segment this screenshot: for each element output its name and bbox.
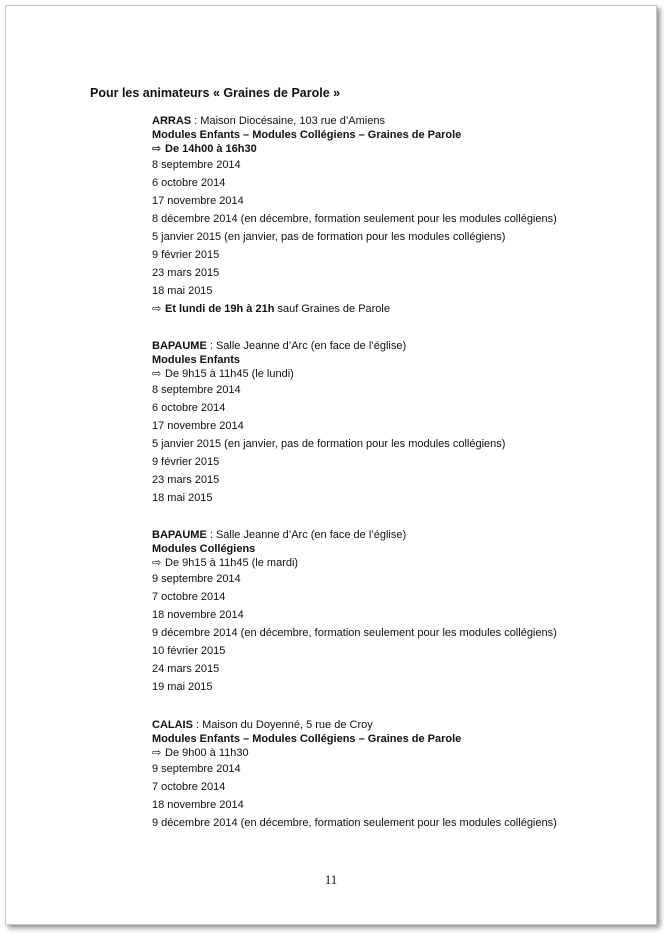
date-item: 7 octobre 2014: [152, 781, 226, 793]
location-address: Salle Jeanne d’Arc (en face de l’église): [215, 529, 407, 541]
modules-line: Modules Enfants: [152, 354, 241, 366]
location-line: BAPAUME : Salle Jeanne d’Arc (en face de l’église): [152, 529, 407, 541]
schedule-section-bapaume-collegiens: [152, 528, 622, 696]
schedule-section-bapaume-enfants: [152, 339, 622, 507]
location-line: BAPAUME : Salle Jeanne d’Arc (en face de l’église): [152, 340, 407, 352]
time-line: ⇨ De 9h15 à 11h45 (le mardi): [152, 557, 299, 569]
location-name: ARRAS: [152, 115, 192, 127]
date-item: 9 septembre 2014: [152, 573, 241, 585]
location-address: Maison Diocésaine, 103 rue d’Amiens: [200, 115, 385, 127]
location-name: BAPAUME: [152, 529, 207, 541]
location-name: CALAIS: [152, 719, 193, 731]
page-heading: Pour les animateurs « Graines de Parole »: [90, 86, 341, 100]
document-page: [5, 5, 657, 925]
schedule-section-arras: [152, 114, 622, 318]
schedule-section-calais: [152, 718, 622, 832]
date-item: 5 janvier 2015 (en janvier, pas de formation pour les modules collégiens): [152, 231, 506, 243]
date-item: 17 novembre 2014: [152, 420, 244, 432]
arrow-right-icon: ⇨: [152, 557, 162, 569]
date-item: 6 octobre 2014: [152, 402, 226, 414]
date-item: 17 novembre 2014: [152, 195, 244, 207]
date-item: 9 février 2015: [152, 249, 220, 261]
date-item: 9 février 2015: [152, 456, 220, 468]
arrow-right-icon: ⇨: [152, 747, 162, 759]
modules-line: Modules Enfants – Modules Collégiens – Graines de Parole: [152, 733, 462, 745]
location-line: ARRAS : Maison Diocésaine, 103 rue d’Amiens: [152, 115, 385, 127]
time-line: ⇨ De 9h15 à 11h45 (le lundi): [152, 368, 294, 380]
date-item: 8 septembre 2014: [152, 159, 241, 171]
modules-line: Modules Enfants – Modules Collégiens – Graines de Parole: [152, 129, 462, 141]
time-line: ⇨ De 14h00 à 16h30: [152, 143, 257, 155]
location-address: Maison du Doyenné, 5 rue de Croy: [202, 719, 373, 731]
date-item: 9 septembre 2014: [152, 763, 241, 775]
date-item: 7 octobre 2014: [152, 591, 226, 603]
page-number: 11: [324, 872, 338, 887]
date-item: 6 octobre 2014: [152, 177, 226, 189]
date-item: 8 septembre 2014: [152, 384, 241, 396]
modules-line: Modules Collégiens: [152, 543, 256, 555]
date-item: 18 novembre 2014: [152, 799, 244, 811]
date-item: 19 mai 2015: [152, 681, 213, 693]
date-item: 23 mars 2015: [152, 267, 220, 279]
date-item: 18 novembre 2014: [152, 609, 244, 621]
date-item: 8 décembre 2014 (en décembre, formation seulement pour les modules collégiens): [152, 213, 557, 225]
date-item: 10 février 2015: [152, 645, 226, 657]
date-item: 23 mars 2015: [152, 474, 220, 486]
location-address: Salle Jeanne d’Arc (en face de l’église): [215, 340, 407, 352]
location-line: CALAIS : Maison du Doyenné, 5 rue de Croy: [152, 719, 373, 731]
extra-time-line: ⇨ Et lundi de 19h à 21h sauf Graines de Parole: [152, 300, 622, 318]
date-item: 9 décembre 2014 (en décembre, formation seulement pour les modules collégiens): [152, 817, 557, 829]
location-name: BAPAUME: [152, 340, 207, 352]
date-item: 18 mai 2015: [152, 285, 213, 297]
date-item: 18 mai 2015: [152, 492, 213, 504]
time-line: ⇨ De 9h00 à 11h30: [152, 747, 249, 759]
arrow-right-icon: ⇨: [152, 303, 162, 315]
arrow-right-icon: ⇨: [152, 368, 162, 380]
date-item: 5 janvier 2015 (en janvier, pas de formation pour les modules collégiens): [152, 438, 506, 450]
arrow-right-icon: ⇨: [152, 143, 162, 155]
date-item: 9 décembre 2014 (en décembre, formation seulement pour les modules collégiens): [152, 627, 557, 639]
date-item: 24 mars 2015: [152, 663, 220, 675]
